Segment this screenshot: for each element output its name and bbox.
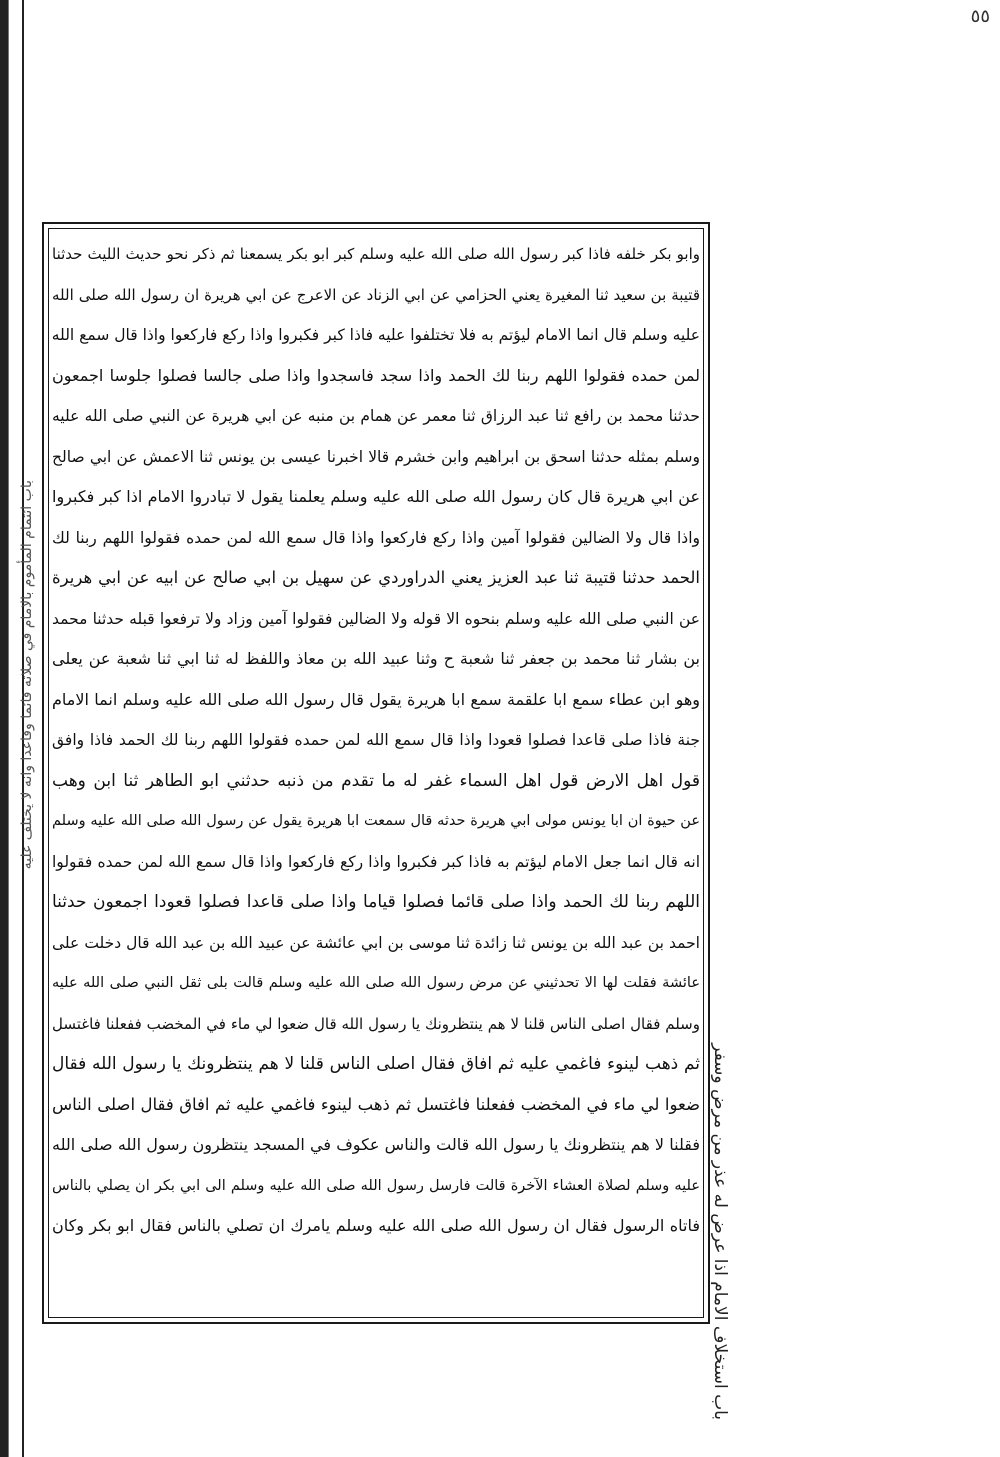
- right-margin-chapter-heading: باب استخلاف الامام اذا عرض له عذر من مرض وسفر: [710, 1043, 730, 1420]
- main-text-block: [52, 234, 700, 1314]
- text-line: لمن حمده فقولوا اللهم ربنا لك الحمد واذا سجد فاسجدوا واذا صلى جالسا فصلوا جلوسا اجمعون: [52, 365, 700, 385]
- text-line: قول اهل الارض قول اهل السماء غفر له ما تقدم من ذنبه حدثني ابو الطاهر ثنا ابن وهب: [52, 770, 700, 791]
- text-line: حدثنا محمد بن رافع ثنا عبد الرزاق ثنا معمر عن همام بن منبه عن ابي هريرة عن النبي صلى الله عليه: [52, 407, 700, 425]
- text-line: وهو ابن عطاء سمع ابا علقمة سمع ابا هريرة يقول قال رسول الله صلى الله عليه وسلم انما الامام: [52, 689, 700, 709]
- text-line: قتيبة بن سعيد ثنا المغيرة يعني الحزامي عن ابي الزناد عن الاعرج عن ابي هريرة ان رسول الله صلى الله: [52, 285, 700, 304]
- text-line: وابو بكر خلفه فاذا كبر رسول الله صلى الله عليه وسلم كبر ابو بكر يسمعنا ثم ذكر نحو حديث الليث حدثنا: [52, 245, 700, 263]
- text-line: فاتاه الرسول فقال ان رسول الله صلى الله عليه وسلم يامرك ان تصلي بالناس فقال ابو بكر وكان: [52, 1216, 700, 1235]
- text-line: عن ابي هريرة قال كان رسول الله صلى الله عليه وسلم يعلمنا يقول لا تبادروا الامام اذا كبر فكبروا: [52, 487, 700, 506]
- text-line: واذا قال ولا الضالين فقولوا آمين واذا ركع فاركعوا واذا قال سمع الله لمن حمده فقولوا اللهم ربنا لك: [52, 528, 700, 547]
- text-line: عن النبي صلى الله عليه وسلم بنحوه الا قوله ولا الضالين فقولوا آمين وزاد ولا ترفعوا قبله حدثنا محمد: [52, 609, 700, 628]
- folio-number: ٥٥: [970, 6, 990, 27]
- text-line: عن حيوة ان ابا يونس مولى ابي هريرة حدثه قال سمعت ابا هريرة يقول عن رسول الله صلى الله عليه وسلم: [52, 813, 700, 829]
- text-line: انه قال انما جعل الامام ليؤتم به فاذا كبر فكبروا واذا ركع فاركعوا واذا قال سمع الله لمن حمده فقولوا: [52, 852, 700, 871]
- text-line: الحمد حدثنا قتيبة ثنا عبد العزيز يعني الدراوردي عن سهيل بن ابي صالح عن ابيه عن ابي هريرة: [52, 568, 700, 587]
- text-line: عليه وسلم قال انما الامام ليؤتم به فلا تختلفوا عليه فاذا كبر فكبروا واذا ركع فاركعوا واذا قال سمع الله: [52, 326, 700, 344]
- text-line: وسلم بمثله حدثنا اسحق بن ابراهيم وابن خشرم قالا اخبرنا عيسى بن يونس ثنا الاعمش عن ابي صالح: [52, 447, 700, 466]
- text-line: بن بشار ثنا محمد بن جعفر ثنا شعبة ح وثنا عبيد الله بن معاذ واللفظ له ثنا ابي ثنا شعبة عن يعلى: [52, 649, 700, 668]
- text-line: عليه وسلم لصلاة العشاء الآخرة قالت فارسل رسول الله صلى الله عليه وسلم الى ابي بكر ان يصلي بالناس: [52, 1177, 700, 1194]
- text-line: جنة فاذا صلى قاعدا فصلوا قعودا واذا قال سمع الله لمن حمده فقولوا اللهم ربنا لك الحمد فاذا وافق: [52, 731, 700, 749]
- binding-shadow: [0, 0, 8, 1457]
- text-line: فقلنا لا هم ينتظرونك يا رسول الله قالت والناس عكوف في المسجد ينتظرون رسول الله صلى الله: [52, 1135, 700, 1154]
- text-line: ثم ذهب لينوء فاغمي عليه ثم افاق فقال اصلى الناس قلنا لا هم ينتظرونك يا رسول الله فقال: [52, 1054, 700, 1074]
- text-line: احمد بن عبد الله بن يونس ثنا زائدة ثنا موسى بن ابي عائشة عن عبيد الله بن عبد الله قال دخلت على: [52, 933, 700, 952]
- text-line: عائشة فقلت لها الا تحدثيني عن مرض رسول الله صلى الله عليه وسلم قالت بلى ثقل النبي صلى الله عليه: [52, 975, 700, 991]
- text-line: وسلم فقال اصلى الناس قلنا لا هم ينتظرونك يا رسول الله قال ضعوا لي ماء في المخضب ففعلنا فاغتسل: [52, 1014, 700, 1033]
- text-line: ضعوا لي ماء في المخضب ففعلنا فاغتسل ثم ذهب لينوء فاغمي عليه ثم افاق فقال اصلى الناس: [52, 1094, 700, 1114]
- left-margin-chapter-heading: باب ائتمام المأموم بالامام في صلاته قائما وقاعدا وانه لا يختلف عليه: [19, 480, 35, 870]
- text-line: اللهم ربنا لك الحمد واذا صلى قائما فصلوا قياما واذا صلى قاعدا فصلوا قعودا اجمعون حدثنا: [52, 892, 700, 912]
